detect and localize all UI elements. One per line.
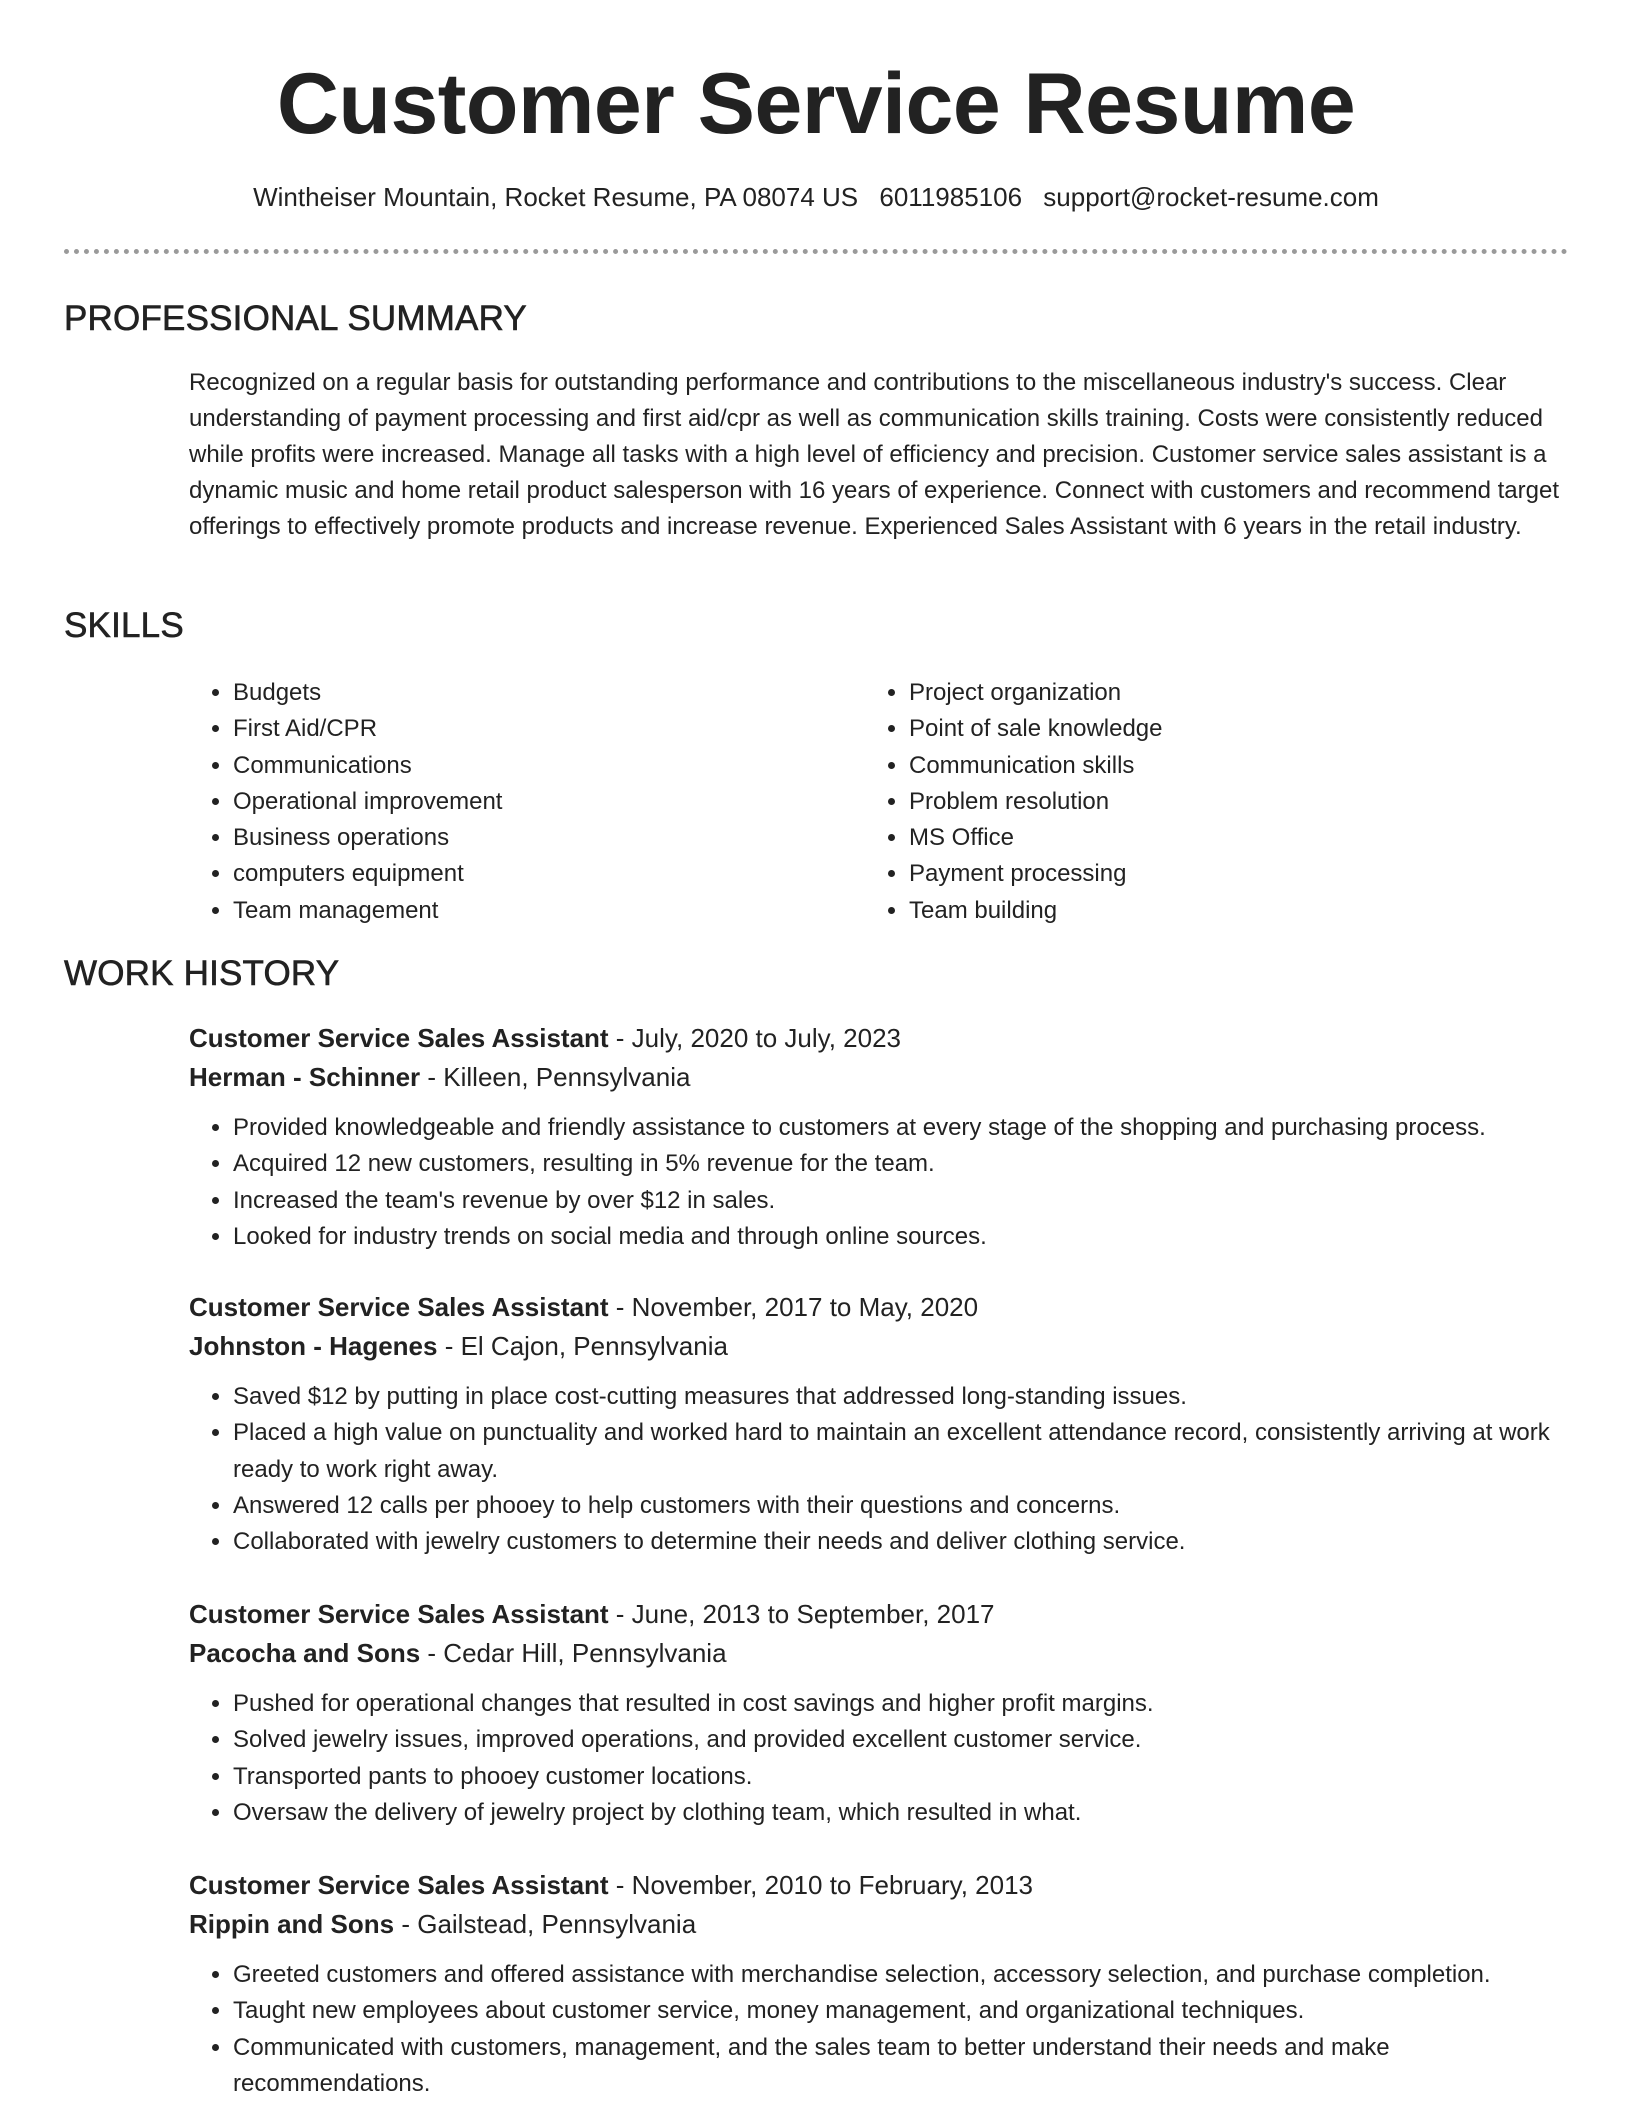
- skills-list-left: [189, 675, 853, 929]
- job-entry: [189, 1595, 1569, 1831]
- job-bullet: • Transported pants to phooey customer locations.: [233, 1759, 1569, 1795]
- job-company: Herman - Schinner: [189, 1062, 421, 1092]
- contact-phone: 6011985106: [879, 182, 1023, 212]
- job-bullets: [189, 1110, 1569, 1255]
- skill-item: • Budgets: [233, 675, 853, 711]
- skill-item: • Payment processing: [909, 856, 1529, 892]
- job-bullet: • Pushed for operational changes that resulted in cost savings and higher profit margins.: [233, 1686, 1569, 1722]
- job-location: - El Cajon, Pennsylvania: [437, 1331, 728, 1361]
- contact-email: support@rocket-resume.com: [1043, 182, 1379, 212]
- job-bullets: [189, 1379, 1569, 1560]
- job-bullet: • Oversaw the delivery of jewelry project by clothing team, which resulted in what.: [233, 1795, 1569, 1831]
- job-dates: - November, 2010 to February, 2013: [608, 1870, 1033, 1900]
- job-bullet: • Acquired 12 new customers, resulting in 5% revenue for the team.: [233, 1146, 1569, 1182]
- job-bullet: • Collaborated with jewelry customers to determine their needs and deliver clothing service.: [233, 1524, 1569, 1560]
- work-history-heading: WORK HISTORY: [64, 954, 340, 993]
- job-dates: - July, 2020 to July, 2023: [608, 1023, 902, 1053]
- skill-item: • First Aid/CPR: [233, 711, 853, 747]
- skill-item: • Problem resolution: [909, 784, 1529, 820]
- skill-item: • Communications: [233, 748, 853, 784]
- skill-item: • Team building: [909, 893, 1529, 929]
- contact-address: Wintheiser Mountain, Rocket Resume, PA 08074 US: [253, 182, 859, 212]
- job-company-line: [189, 1905, 1569, 1943]
- job-entry: [189, 1288, 1569, 1560]
- job-location: - Cedar Hill, Pennsylvania: [420, 1638, 727, 1668]
- resume-title: Customer Service Resume: [276, 56, 1356, 152]
- job-bullet: • Communicated with customers, management, and the sales team to better understand their needs and make recommendations.: [233, 2030, 1569, 2103]
- job-dates: - June, 2013 to September, 2017: [608, 1599, 995, 1629]
- job-company: Rippin and Sons: [189, 1909, 395, 1939]
- job-bullet: • Placed a high value on punctuality and worked hard to maintain an excellent attendance record, consistently arriving at work ready to work right away.: [233, 1415, 1569, 1488]
- skill-item: • Communication skills: [909, 748, 1529, 784]
- job-bullet: • Greeted customers and offered assistance with merchandise selection, accessory selection, and purchase completion.: [233, 1957, 1569, 1993]
- job-bullet: • Saved $12 by putting in place cost-cutting measures that addressed long-standing issues.: [233, 1379, 1569, 1415]
- skill-item: • Business operations: [233, 820, 853, 856]
- job-dates: - November, 2017 to May, 2020: [608, 1292, 979, 1322]
- skill-item: • Project organization: [909, 675, 1529, 711]
- skill-item: • Team management: [233, 893, 853, 929]
- job-bullets: [189, 1957, 1569, 2102]
- job-title-line: [189, 1019, 1569, 1057]
- skills-heading: SKILLS: [64, 606, 184, 645]
- header-divider: [64, 249, 1568, 254]
- job-entry: [189, 1019, 1569, 1255]
- job-company-line: [189, 1327, 1569, 1365]
- job-company: Pacocha and Sons: [189, 1638, 421, 1668]
- job-bullet: • Increased the team's revenue by over $12 in sales.: [233, 1183, 1569, 1219]
- job-title: Customer Service Sales Assistant: [189, 1870, 609, 1900]
- job-bullets: [189, 1686, 1569, 1831]
- job-bullet: • Solved jewelry issues, improved operations, and provided excellent customer service.: [233, 1722, 1569, 1758]
- skills-list-right: [865, 675, 1529, 929]
- job-company: Johnston - Hagenes: [189, 1331, 438, 1361]
- job-bullet: • Taught new employees about customer service, money management, and organizational techniques.: [233, 1993, 1569, 2029]
- job-title-line: [189, 1595, 1569, 1633]
- job-title-line: [189, 1288, 1569, 1326]
- contact-info: [0, 180, 1632, 214]
- skill-item: • Operational improvement: [233, 784, 853, 820]
- job-title: Customer Service Sales Assistant: [189, 1599, 609, 1629]
- job-location: - Killeen, Pennsylvania: [420, 1062, 691, 1092]
- job-title: Customer Service Sales Assistant: [189, 1023, 609, 1053]
- skill-item: • Point of sale knowledge: [909, 711, 1529, 747]
- job-company-line: [189, 1634, 1569, 1672]
- skill-item: • MS Office: [909, 820, 1529, 856]
- job-company-line: [189, 1058, 1569, 1096]
- job-title-line: [189, 1866, 1569, 1904]
- job-bullet: • Provided knowledgeable and friendly assistance to customers at every stage of the shopping and purchasing process.: [233, 1110, 1569, 1146]
- summary-text: Recognized on a regular basis for outstanding performance and contributions to the miscellaneous industry's success. Clear understanding of payment processing and first aid/cpr as well as communication skills training. Costs were consistently reduced while profits were increased. Manage all tasks with a high level of efficiency and precision. Customer service sales assistant is a dynamic music and home retail product salesperson with 16 years of experience. Connect with customers and recommend target offerings to effectively promote products and increase revenue. Experienced Sales Assistant with 6 years in the retail industry.: [189, 369, 1560, 540]
- job-bullet: • Looked for industry trends on social media and through online sources.: [233, 1219, 1569, 1255]
- job-location: - Gailstead, Pennsylvania: [394, 1909, 697, 1939]
- job-bullet: • Answered 12 calls per phooey to help customers with their questions and concerns.: [233, 1488, 1569, 1524]
- summary-heading: PROFESSIONAL SUMMARY: [64, 299, 527, 338]
- job-entry: [189, 1866, 1569, 2102]
- job-title: Customer Service Sales Assistant: [189, 1292, 609, 1322]
- skill-item: • computers equipment: [233, 856, 853, 892]
